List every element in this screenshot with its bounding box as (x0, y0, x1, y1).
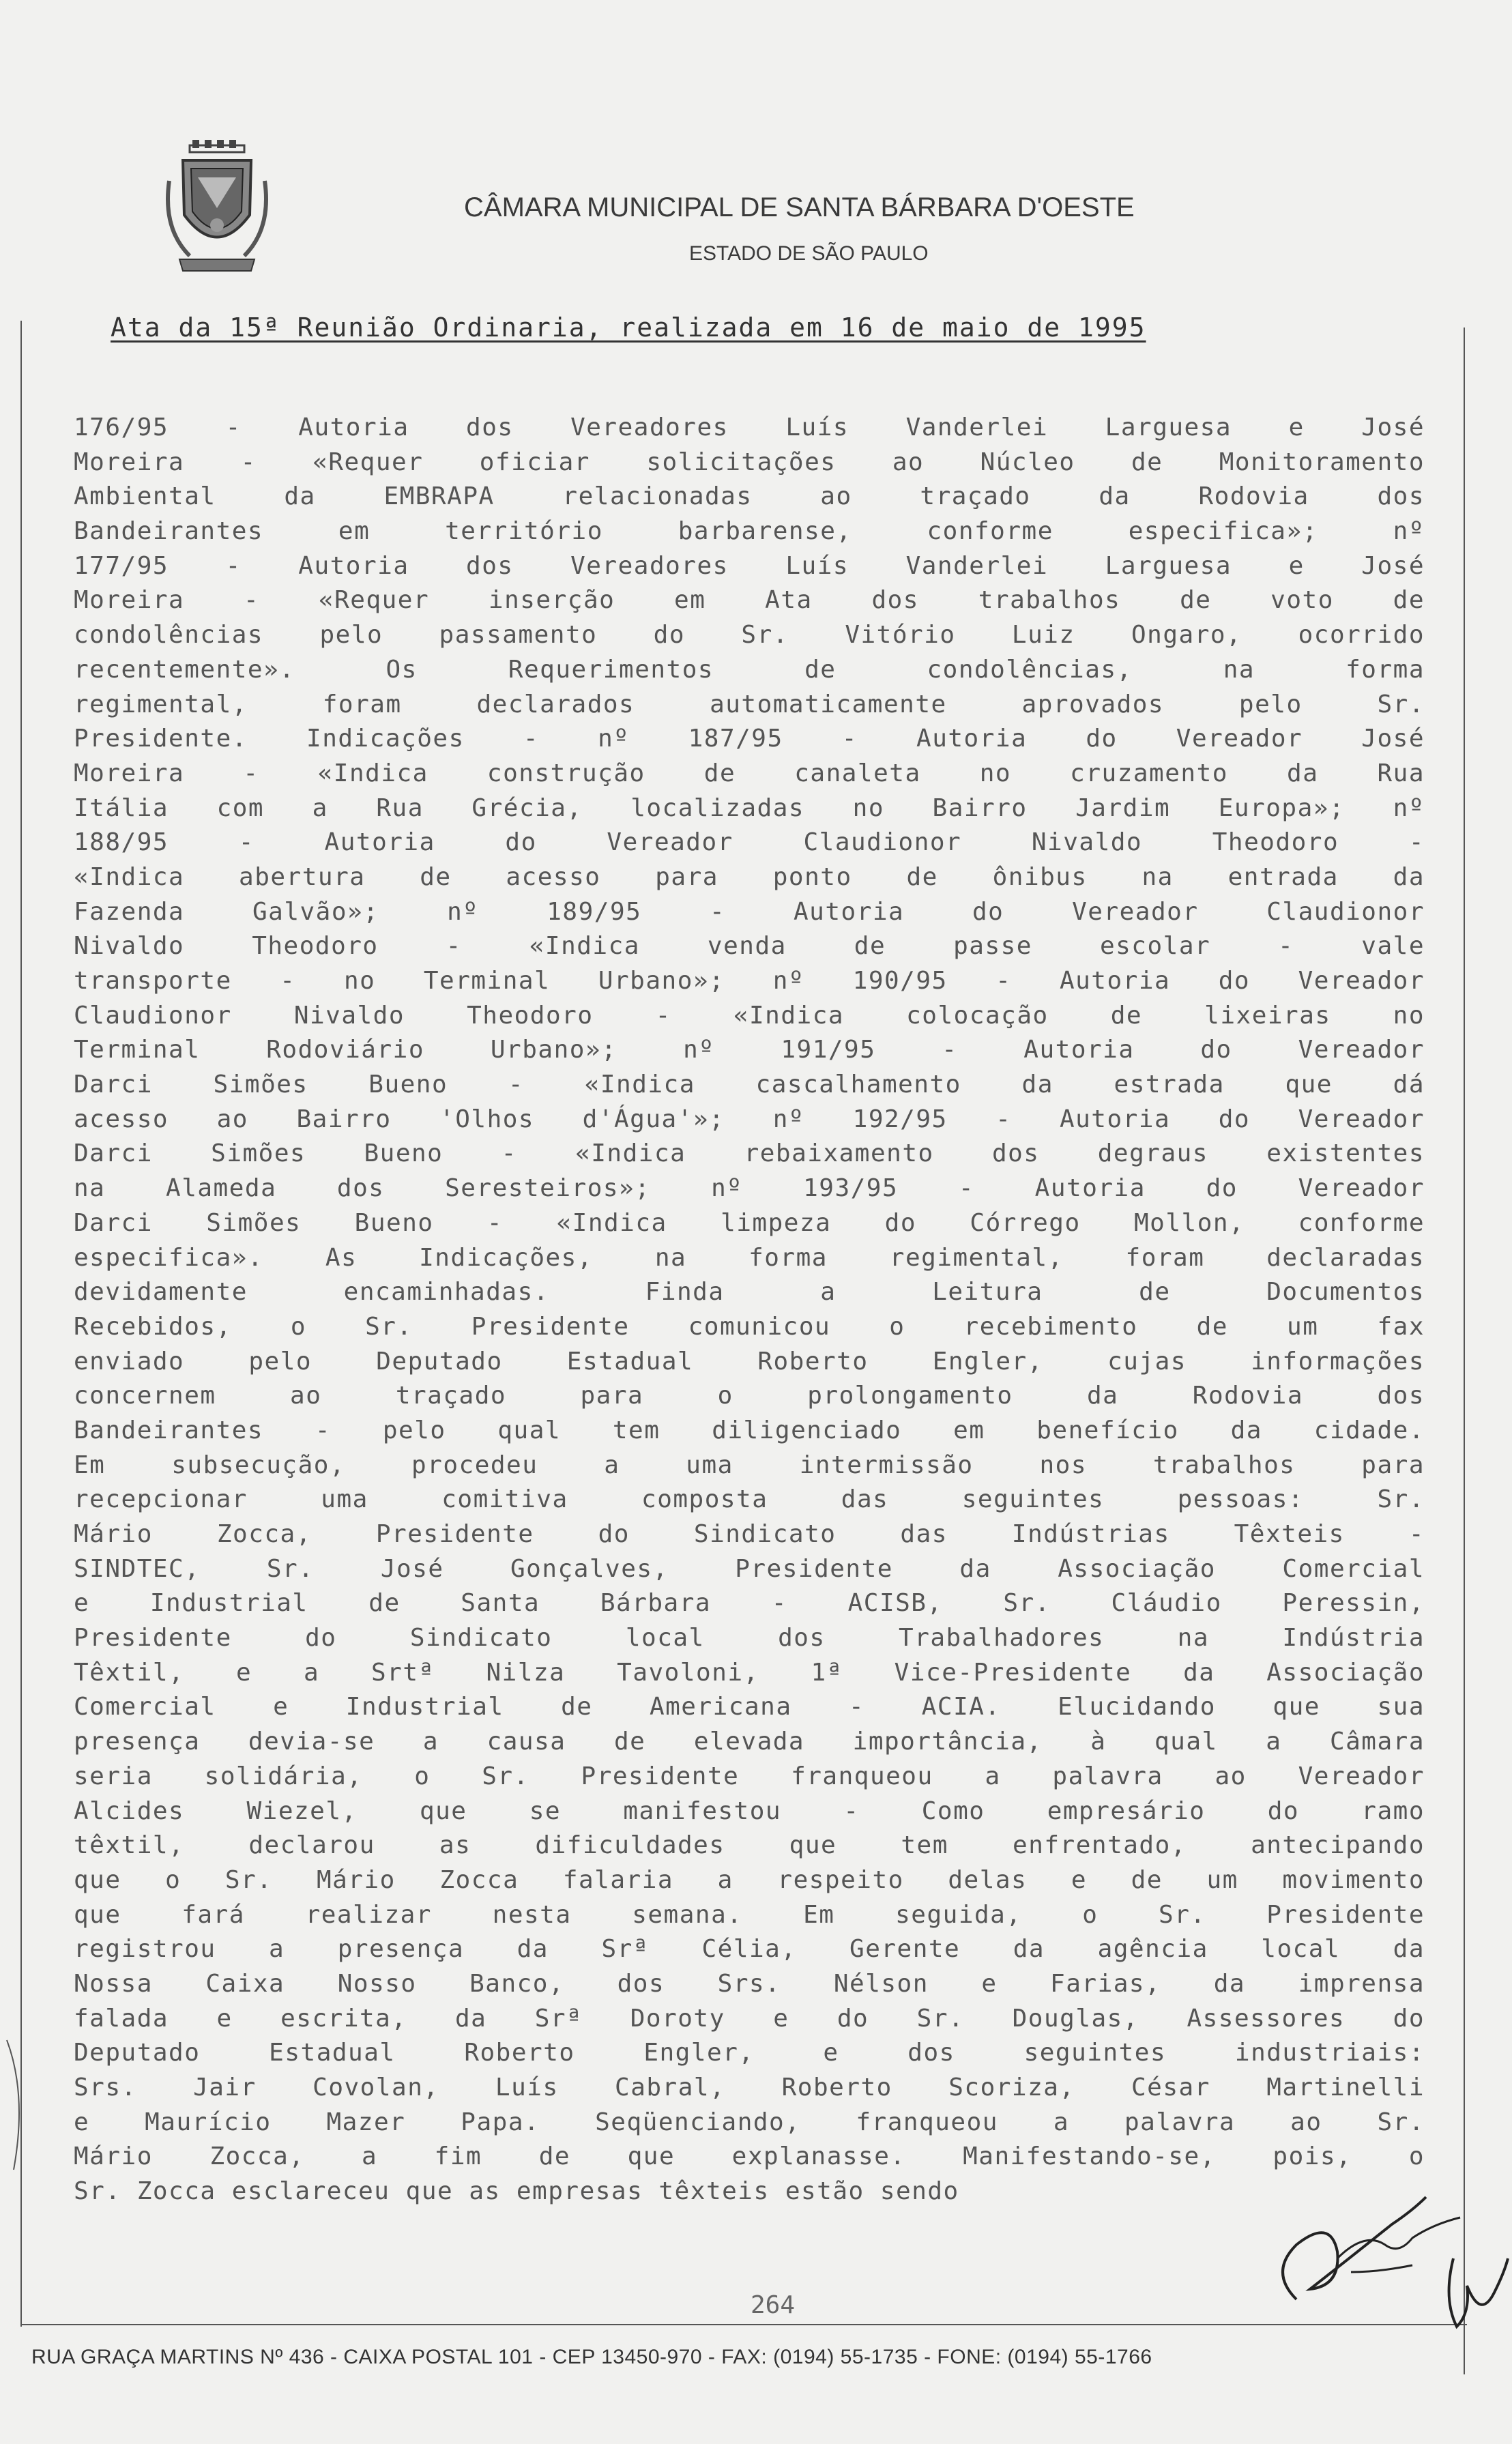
body-line: e Maurício Mazer Papa. Seqüenciando, franqueou a palavra ao Sr. (74, 2108, 1425, 2136)
body-line: Nivaldo Theodoro - «Indica venda de passe escolar - vale (74, 932, 1425, 961)
body-line: Darci Simões Bueno - «Indica rebaixamento dos degraus existentes (74, 1139, 1425, 1168)
body-line: 177/95 - Autoria dos Vereadores Luís Vanderlei Larguesa e José (74, 551, 1425, 580)
left-margin-line (20, 321, 22, 2327)
body-line: que fará realizar nesta semana. Em seguida, o Sr. Presidente (74, 1900, 1425, 1929)
body-line: regimental, foram declarados automaticamente aprovados pelo Sr. (74, 690, 1425, 718)
body-line: Bandeirantes em território barbarense, conforme especifica»; nº (74, 517, 1425, 546)
body-line: Deputado Estadual Roberto Engler, e dos seguintes industriais: (74, 2039, 1425, 2067)
body-line: e Industrial de Santa Bárbara - ACISB, Sr. Cláudio Peressin, (74, 1589, 1425, 1618)
body-line: Itália com a Rua Grécia, localizadas no Bairro Jardim Europa»; nº (74, 794, 1425, 822)
document-title: Ata da 15ª Reunião Ordinaria, realizada em 16 de maio de 1995 (111, 312, 1146, 343)
body-line: Moreira - «Requer inserção em Ata dos trabalhos de voto de (74, 586, 1425, 615)
body-line: SINDTEC, Sr. José Gonçalves, Presidente da Associação Comercial (74, 1554, 1425, 1583)
body-line: Darci Simões Bueno - «Indica cascalhamento da estrada que dá (74, 1071, 1425, 1099)
body-line: «Indica abertura de acesso para ponto de ônibus na entrada da (74, 862, 1425, 891)
body-line: enviado pelo Deputado Estadual Roberto Engler, cujas informações (74, 1347, 1425, 1376)
margin-stroke (0, 2033, 41, 2183)
body-line: Mário Zocca, a fim de que explanasse. Manifestando-se, pois, o (74, 2142, 1425, 2171)
body-line: Em subsecução, procedeu a uma intermissão nos trabalhos para (74, 1451, 1425, 1479)
body-line: 188/95 - Autoria do Vereador Claudionor Nivaldo Theodoro - (74, 828, 1425, 857)
body-line: Claudionor Nivaldo Theodoro - «Indica colocação de lixeiras no (74, 1001, 1425, 1030)
footer-divider (20, 2324, 1467, 2325)
right-margin-line (1464, 328, 1465, 2374)
municipal-crest-icon (162, 140, 272, 276)
body-line: recentemente». Os Requerimentos de condolências, na forma (74, 655, 1425, 684)
body-line: presença devia-se a causa de elevada importância, à qual a Câmara (74, 1728, 1425, 1756)
body-line: Têxtil, e a Srtª Nilza Tavoloni, 1ª Vice-Presidente da Associação (74, 1658, 1425, 1687)
body-line: que o Sr. Mário Zocca falaria a respeito delas e de um movimento (74, 1865, 1425, 1894)
page-number: 264 (751, 2291, 796, 2319)
body-line: 176/95 - Autoria dos Vereadores Luís Vanderlei Larguesa e José (74, 413, 1425, 441)
body-line: Terminal Rodoviário Urbano»; nº 191/95 - Autoria do Vereador (74, 1036, 1425, 1064)
body-line: transporte - no Terminal Urbano»; nº 190/95 - Autoria do Vereador (74, 967, 1425, 995)
council-name: CÂMARA MUNICIPAL DE SANTA BÁRBARA D'OESTE (464, 192, 1135, 222)
body-line: Sr. Zocca esclareceu que as empresas têxteis estão sendo (74, 2177, 959, 2206)
body-line: Presidente. Indicações - nº 187/95 - Autoria do Vereador José (74, 725, 1425, 753)
state-name: ESTADO DE SÃO PAULO (689, 242, 929, 265)
body-line: concernem ao traçado para o prolongamento da Rodovia dos (74, 1382, 1425, 1410)
body-line: Ambiental da EMBRAPA relacionadas ao traçado da Rodovia dos (74, 482, 1425, 511)
body-line: condolências pelo passamento do Sr. Vitório Luiz Ongaro, ocorrido (74, 621, 1425, 650)
body-line: Nossa Caixa Nosso Banco, dos Srs. Nélson e Farias, da imprensa (74, 1969, 1425, 1998)
body-line: Presidente do Sindicato local dos Trabalhadores na Indústria (74, 1624, 1425, 1653)
body-line: Moreira - «Requer oficiar solicitações ao Núcleo de Monitoramento (74, 448, 1425, 476)
body-line: especifica». As Indicações, na forma regimental, foram declaradas (74, 1243, 1425, 1272)
body-line: têxtil, declarou as dificuldades que tem enfrentado, antecipando (74, 1831, 1425, 1860)
footer-address: RUA GRAÇA MARTINS Nº 436 - CAIXA POSTAL 101 - CEP 13450-970 - FAX: (0194) 55-1735 - FONE: (0194) 55-1766 (31, 2346, 1152, 2368)
body-line: Mário Zocca, Presidente do Sindicato das Indústrias Têxteis - (74, 1520, 1425, 1548)
body-line: falada e escrita, da Srª Doroty e do Sr. Douglas, Assessores do (74, 2004, 1425, 2033)
body-line: Fazenda Galvão»; nº 189/95 - Autoria do Vereador Claudionor (74, 897, 1425, 926)
body-line: devidamente encaminhadas. Finda a Leitura de Documentos (74, 1278, 1425, 1307)
body-line: Recebidos, o Sr. Presidente comunicou o recebimento de um fax (74, 1312, 1425, 1341)
signature-mark (1440, 2245, 1512, 2340)
body-line: recepcionar uma comitiva composta das seguintes pessoas: Sr. (74, 1485, 1425, 1514)
body-line: Darci Simões Bueno - «Indica limpeza do Córrego Mollon, conforme (74, 1208, 1425, 1237)
body-line: Comercial e Industrial de Americana - ACIA. Elucidando que sua (74, 1693, 1425, 1721)
body-line: Moreira - «Indica construção de canaleta no cruzamento da Rua (74, 759, 1425, 787)
minutes-body (74, 411, 1425, 2209)
body-line: Alcides Wiezel, que se manifestou - Como empresário do ramo (74, 1796, 1425, 1825)
body-line: Bandeirantes - pelo qual tem diligenciado em benefício da cidade. (74, 1416, 1425, 1444)
body-line: Srs. Jair Covolan, Luís Cabral, Roberto Scoriza, César Martinelli (74, 2074, 1425, 2101)
body-line: na Alameda dos Seresteiros»; nº 193/95 - Autoria do Vereador (74, 1174, 1425, 1203)
body-line: acesso ao Bairro 'Olhos d'Água'»; nº 192/95 - Autoria do Vereador (74, 1105, 1425, 1133)
body-line: registrou a presença da Srª Célia, Gerente da agência local da (74, 1935, 1425, 1964)
body-line: seria solidária, o Sr. Presidente franqueou a palavra ao Vereador (74, 1762, 1425, 1790)
